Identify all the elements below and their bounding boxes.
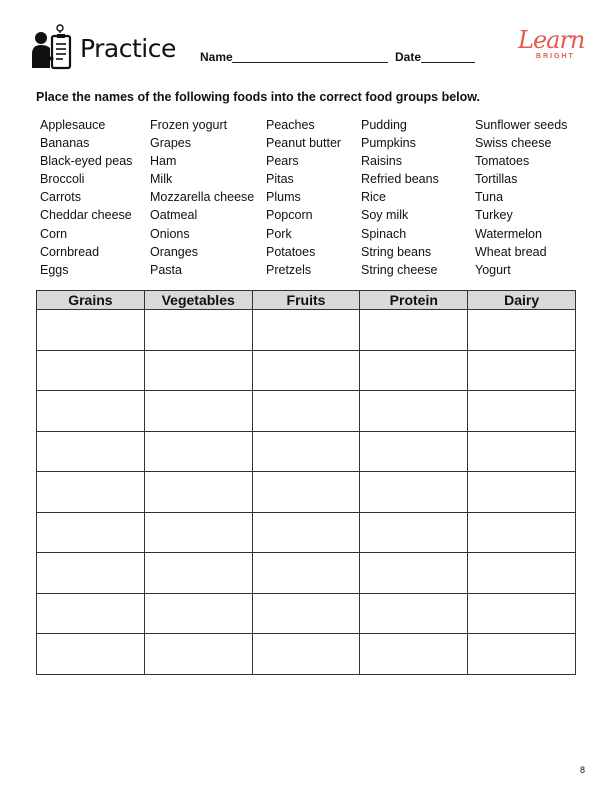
food-item: Pudding [361,118,407,132]
table-row [37,310,576,351]
page-title: Practice [80,34,176,63]
food-column-3 [266,116,341,279]
food-item: Applesauce [40,118,106,132]
food-item: Tuna [475,190,504,205]
food-item: Raisins [361,154,402,169]
food-item: Spinach [361,226,407,241]
food-item: Refried beans [361,172,439,187]
answer-cell-protein[interactable] [360,310,468,351]
answer-cell-fruits[interactable] [252,431,360,472]
answer-cell-grains[interactable] [37,553,145,594]
answer-cell-grains[interactable] [37,431,145,472]
food-item: Peanut butter [266,136,342,151]
answer-cell-fruits[interactable] [252,391,360,432]
answer-cell-protein[interactable] [360,512,468,553]
food-column-1 [40,116,132,279]
answer-cell-protein[interactable] [360,553,468,594]
food-column-5 [475,116,567,279]
food-item: Tomatoes [475,154,530,169]
answer-cell-dairy[interactable] [468,310,576,351]
answer-cell-protein[interactable] [360,431,468,472]
header-fruits: Fruits [252,291,360,310]
answer-cell-grains[interactable] [37,472,145,513]
food-item: Grapes [150,136,191,151]
answer-cell-fruits[interactable] [252,553,360,594]
food-item: Turkey [475,208,513,223]
food-item: Pasta [150,262,182,277]
table-body [37,310,576,675]
food-item: String cheese [361,262,438,277]
food-item: Swiss cheese [475,136,552,151]
food-column-4 [361,116,439,279]
food-item: Bananas [40,136,90,151]
answer-cell-vegetables[interactable] [144,634,252,675]
answer-cell-fruits[interactable] [252,593,360,634]
teacher-with-clipboard-icon [30,24,74,70]
food-item: Pumpkins [361,136,416,151]
answer-cell-grains[interactable] [37,634,145,675]
food-item: Onions [150,226,190,241]
food-groups-table [36,290,576,675]
instructions: Place the names of the following foods into the correct food groups below. [36,90,481,104]
header-dairy: Dairy [468,291,576,310]
food-item: Cheddar cheese [40,208,132,223]
food-item: Pork [266,226,292,241]
name-field[interactable] [232,62,388,63]
answer-cell-vegetables[interactable] [144,472,252,513]
date-label: Date [395,50,422,64]
date-field[interactable] [421,62,475,63]
answer-cell-protein[interactable] [360,350,468,391]
answer-cell-fruits[interactable] [252,512,360,553]
learn-bright-logo [518,26,585,64]
food-item: Oranges [150,244,198,259]
food-item: Oatmeal [150,208,198,223]
food-item: Frozen yogurt [150,118,228,132]
food-item: Sunflower seeds [475,118,568,132]
food-item: Broccoli [40,172,85,187]
answer-cell-grains[interactable] [37,310,145,351]
answer-cell-vegetables[interactable] [144,391,252,432]
food-item: Pitas [266,172,294,187]
answer-cell-vegetables[interactable] [144,553,252,594]
answer-cell-dairy[interactable] [468,634,576,675]
table-row [37,472,576,513]
food-item: Rice [361,190,387,205]
table-row [37,512,576,553]
answer-cell-fruits[interactable] [252,472,360,513]
answer-cell-grains[interactable] [37,350,145,391]
answer-cell-protein[interactable] [360,472,468,513]
header-vegetables: Vegetables [144,291,252,310]
name-label: Name [200,50,233,64]
page-number: 8 [580,765,586,775]
answer-cell-fruits[interactable] [252,310,360,351]
food-item: Carrots [40,190,81,205]
answer-cell-grains[interactable] [37,512,145,553]
table-header-row [37,291,576,310]
answer-cell-dairy[interactable] [468,391,576,432]
table-row [37,431,576,472]
food-item: Wheat bread [475,244,547,259]
food-item: Pears [266,154,299,169]
food-column-2 [150,116,254,279]
food-item: Black-eyed peas [40,154,133,169]
answer-cell-dairy[interactable] [468,512,576,553]
food-item: Tortillas [475,172,518,187]
answer-cell-protein[interactable] [360,391,468,432]
answer-cell-vegetables[interactable] [144,310,252,351]
food-item: Yogurt [475,262,511,277]
food-item: Pretzels [266,262,312,277]
food-item: Popcorn [266,208,313,223]
food-item: Ham [150,154,177,169]
food-item: String beans [361,244,432,259]
answer-cell-dairy[interactable] [468,553,576,594]
food-item: Soy milk [361,208,409,223]
table-row [37,553,576,594]
logo-text: Learn [518,26,585,54]
header-grains: Grains [37,291,145,310]
answer-cell-grains[interactable] [37,593,145,634]
answer-cell-fruits[interactable] [252,350,360,391]
food-item: Corn [40,226,68,241]
answer-cell-protein[interactable] [360,593,468,634]
food-item: Peaches [266,118,315,132]
food-item: Cornbread [40,244,100,259]
food-item: Mozzarella cheese [150,190,255,205]
food-item: Potatoes [266,244,316,259]
answer-cell-vegetables[interactable] [144,350,252,391]
header-protein: Protein [360,291,468,310]
answer-cell-dairy[interactable] [468,431,576,472]
food-item: Milk [150,172,173,187]
answer-cell-grains[interactable] [37,391,145,432]
answer-cell-dairy[interactable] [468,472,576,513]
answer-cell-vegetables[interactable] [144,593,252,634]
food-item: Eggs [40,262,69,277]
table-row [37,391,576,432]
answer-cell-fruits[interactable] [252,634,360,675]
answer-cell-dairy[interactable] [468,350,576,391]
food-item: Plums [266,190,301,205]
answer-cell-vegetables[interactable] [144,512,252,553]
answer-cell-dairy[interactable] [468,593,576,634]
answer-cell-protein[interactable] [360,634,468,675]
table-row [37,634,576,675]
food-item: Watermelon [475,226,542,241]
logo-subtext: BRIGHT [536,53,575,60]
answer-cell-vegetables[interactable] [144,431,252,472]
table-row [37,350,576,391]
table-row [37,593,576,634]
